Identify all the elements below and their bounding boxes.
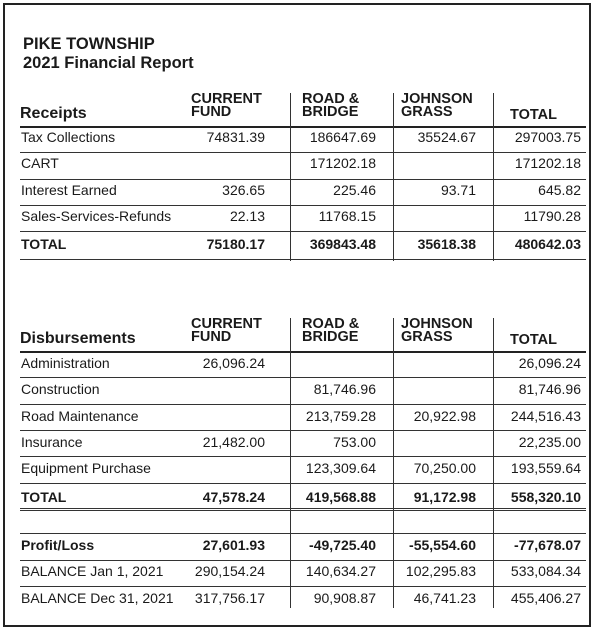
cell-johnson: 35524.67 — [417, 129, 476, 145]
cell-total: 244,516.43 — [510, 407, 581, 424]
cell-johnson: 93.71 — [440, 181, 476, 198]
row-label: BALANCE Jan 1, 2021 — [21, 563, 164, 580]
cell-road: 213,759.28 — [305, 407, 376, 424]
cell-current: 22.13 — [229, 207, 265, 224]
cell-total: 11790.28 — [523, 207, 581, 224]
cell-johnson: 20,922.98 — [413, 407, 476, 424]
row-divider — [20, 259, 586, 260]
header-text: ROAD & — [302, 91, 360, 107]
cell-road: -49,725.40 — [309, 537, 376, 553]
header-text: TOTAL — [510, 107, 557, 123]
row-divider — [20, 205, 586, 206]
row-label: BALANCE Dec 31, 2021 — [21, 589, 174, 606]
cell-current: 21,482.00 — [202, 433, 265, 450]
row-label: Equipment Purchase — [21, 460, 151, 477]
header-text: FUND — [191, 104, 232, 120]
cell-total: 193,559.64 — [510, 460, 581, 477]
row-divider — [20, 533, 586, 534]
cell-total: 558,320.10 — [510, 488, 581, 505]
cell-current: 74831.39 — [206, 129, 265, 145]
header-text: ROAD & — [302, 316, 360, 332]
row-divider — [20, 483, 586, 484]
cell-total: 533,084.34 — [510, 563, 581, 580]
row-divider — [20, 510, 586, 511]
row-divider — [20, 351, 586, 353]
header-text: JOHNSON — [401, 316, 473, 332]
cell-total: 455,406.27 — [510, 589, 581, 606]
header-johnson-grass — [401, 318, 473, 344]
cell-road: 140,634.27 — [305, 563, 376, 580]
header-text: CURRENT — [191, 316, 262, 332]
header-text: TOTAL — [510, 332, 557, 348]
financial-report — [3, 3, 591, 627]
cell-johnson: 102,295.83 — [405, 563, 476, 580]
cell-road: 11768.15 — [318, 207, 376, 224]
report-title — [23, 35, 194, 73]
column-divider — [290, 93, 291, 261]
row-label: Insurance — [21, 433, 83, 450]
cell-current: 326.65 — [222, 181, 265, 198]
row-divider — [20, 377, 586, 378]
row-label: Profit/Loss — [21, 537, 95, 553]
column-divider — [493, 93, 494, 261]
header-text: CURRENT — [191, 91, 262, 107]
header-total — [510, 109, 557, 122]
header-current-fund — [191, 318, 262, 344]
cell-total: 171202.18 — [514, 155, 581, 172]
cell-johnson: -55,554.60 — [409, 537, 476, 553]
column-divider — [290, 318, 291, 608]
cell-road: 171202.18 — [309, 155, 376, 172]
cell-total: 26,096.24 — [518, 355, 581, 371]
header-text: BRIDGE — [302, 329, 359, 345]
receipts-label: Receipts — [20, 105, 87, 122]
cell-road: 753.00 — [333, 433, 376, 450]
header-road-bridge — [302, 93, 359, 119]
header-road-bridge — [302, 318, 359, 344]
cell-total: -77,678.07 — [514, 537, 581, 553]
header-current-fund — [191, 93, 262, 119]
cell-road: 369843.48 — [309, 236, 376, 253]
cell-current: 26,096.24 — [202, 355, 265, 371]
row-divider — [20, 126, 586, 128]
cell-road: 90,908.87 — [313, 589, 376, 606]
cell-current: 27,601.93 — [202, 537, 265, 553]
cell-current: 317,756.17 — [194, 589, 265, 606]
cell-total: 480642.03 — [514, 236, 581, 253]
cell-johnson: 70,250.00 — [413, 460, 476, 477]
row-label: CART — [21, 155, 59, 172]
header-text: GRASS — [401, 329, 453, 345]
header-total — [510, 334, 557, 347]
row-label: Administration — [21, 355, 110, 371]
column-divider — [393, 318, 394, 608]
cell-total: 645.82 — [538, 181, 581, 198]
row-label: Construction — [21, 381, 100, 398]
cell-road: 225.46 — [333, 181, 376, 198]
disbursements-label: Disbursements — [20, 330, 136, 347]
cell-current: 75180.17 — [206, 236, 265, 253]
row-divider — [20, 179, 586, 180]
row-divider — [20, 231, 586, 232]
header-text: FUND — [191, 329, 232, 345]
row-divider — [20, 586, 586, 587]
cell-road: 81,746.96 — [313, 381, 376, 398]
header-text: GRASS — [401, 104, 453, 120]
header-johnson-grass — [401, 93, 473, 119]
row-divider — [20, 508, 586, 509]
row-divider — [20, 404, 586, 405]
row-label: TOTAL — [21, 488, 67, 505]
row-divider — [20, 152, 586, 153]
header-text: JOHNSON — [401, 91, 473, 107]
row-label: TOTAL — [21, 236, 67, 253]
report-title-line2: 2021 Financial Report — [23, 54, 194, 72]
cell-current: 290,154.24 — [194, 563, 265, 580]
cell-total: 81,746.96 — [518, 381, 581, 398]
cell-road: 123,309.64 — [305, 460, 376, 477]
header-text: BRIDGE — [302, 104, 359, 120]
row-divider — [20, 456, 586, 457]
column-divider — [493, 318, 494, 608]
cell-total: 297003.75 — [514, 129, 581, 145]
cell-road: 186647.69 — [309, 129, 376, 145]
row-label: Interest Earned — [21, 181, 117, 198]
row-label: Road Maintenance — [21, 407, 139, 424]
report-title-line1: PIKE TOWNSHIP — [23, 35, 155, 53]
cell-road: 419,568.88 — [305, 488, 376, 505]
cell-current: 47,578.24 — [202, 488, 265, 505]
cell-johnson: 46,741.23 — [413, 589, 476, 606]
cell-johnson: 35618.38 — [417, 236, 476, 253]
row-divider — [20, 560, 586, 561]
cell-johnson: 91,172.98 — [413, 488, 476, 505]
cell-total: 22,235.00 — [518, 433, 581, 450]
column-divider — [393, 93, 394, 261]
row-label: Sales-Services-Refunds — [21, 207, 172, 224]
row-label: Tax Collections — [21, 129, 116, 145]
row-divider — [20, 430, 586, 431]
